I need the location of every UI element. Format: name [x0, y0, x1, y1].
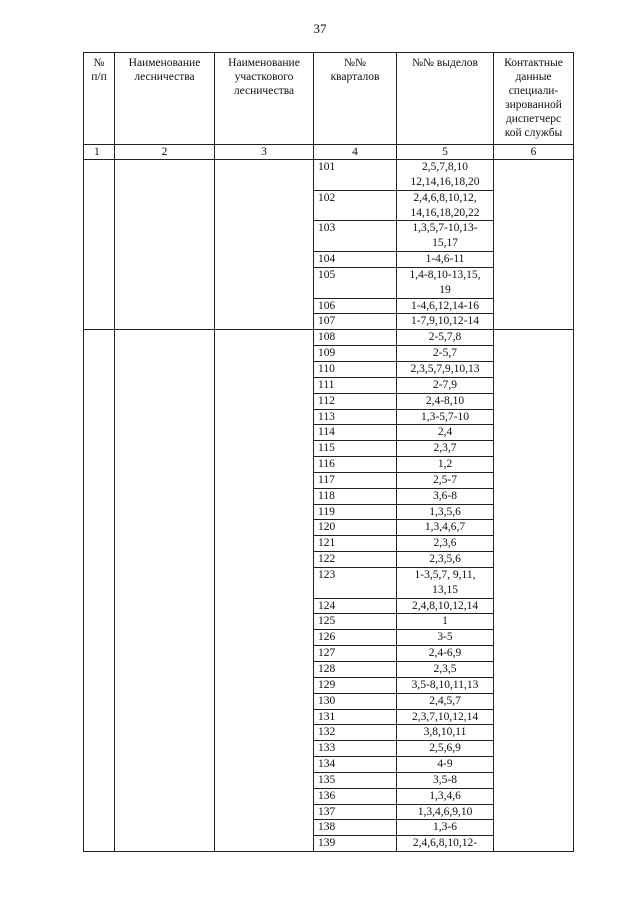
sections-line: 2,3,7 — [433, 442, 457, 455]
sections-line: 2,4,5,7 — [429, 694, 461, 707]
sections-line: 2,3,7,10,12,14 — [411, 710, 479, 723]
quarter-cell: 119 — [314, 504, 397, 520]
table-row — [84, 330, 574, 346]
sections-line: 1,2 — [437, 458, 453, 471]
sections-line: 1,4-8,10-13,15, — [409, 268, 481, 281]
header-text-line: кварталов — [330, 71, 380, 83]
header-row — [84, 53, 574, 145]
quarter-cell: 112 — [314, 393, 397, 409]
sections-cell — [397, 709, 494, 725]
sections-line: 12,14,16,18,20 — [410, 175, 480, 188]
sections-line: 3,5-8,10,11,13 — [411, 678, 479, 691]
sections-cell — [397, 160, 494, 191]
sections-line: 1-4,6-11 — [425, 253, 465, 266]
header-text-line: кой службы — [504, 127, 563, 139]
sections-cell — [397, 772, 494, 788]
sections-cell — [397, 393, 494, 409]
quarter-cell: 132 — [314, 725, 397, 741]
sections-cell — [397, 552, 494, 568]
sections-cell — [397, 504, 494, 520]
number-cell — [84, 160, 115, 330]
table-row — [84, 160, 574, 191]
page-number: 37 — [313, 21, 327, 36]
header-col-4 — [314, 53, 397, 145]
quarter-cell: 110 — [314, 361, 397, 377]
forestry-name-cell — [115, 330, 215, 852]
sections-line: 2-5,7,8 — [428, 331, 462, 344]
quarter-cell: 116 — [314, 457, 397, 473]
header-text-line: данные — [515, 71, 552, 83]
quarter-cell: 114 — [314, 425, 397, 441]
quarter-cell: 138 — [314, 820, 397, 836]
contact-cell — [494, 330, 574, 852]
sections-cell — [397, 614, 494, 630]
header-text-line: лесничества — [233, 85, 295, 97]
quarter-cell: 120 — [314, 520, 397, 536]
contact-cell — [494, 160, 574, 330]
quarter-cell: 104 — [314, 252, 397, 268]
quarter-cell: 131 — [314, 709, 397, 725]
quarter-cell: 107 — [314, 314, 397, 330]
sections-line: 2,5,7,8,10 — [422, 161, 468, 173]
quarter-cell: 109 — [314, 346, 397, 362]
sections-cell — [397, 441, 494, 457]
quarter-cell: 126 — [314, 630, 397, 646]
sections-line: 19 — [439, 283, 451, 296]
sections-cell — [397, 425, 494, 441]
quarter-cell: 127 — [314, 646, 397, 662]
quarter-cell: 108 — [314, 330, 397, 346]
sections-line: 2,5,6,9 — [429, 742, 461, 755]
sections-line: 2,4 — [437, 426, 453, 439]
sections-cell — [397, 346, 494, 362]
sections-cell — [397, 741, 494, 757]
sections-cell — [397, 190, 494, 221]
sections-line: 1,3,4,6,7 — [424, 521, 466, 534]
sections-cell — [397, 377, 494, 393]
header-text-line: Наименование — [228, 57, 300, 69]
sections-cell — [397, 630, 494, 646]
header-text-line: лесничества — [134, 71, 195, 83]
column-number: 1 — [84, 145, 115, 160]
sections-cell — [397, 457, 494, 473]
header-text-line: участкового — [234, 71, 294, 83]
district-name-cell — [215, 160, 314, 330]
sections-line: 1,3,4,6,9,10 — [417, 805, 473, 818]
sections-cell — [397, 598, 494, 614]
quarter-cell: 124 — [314, 598, 397, 614]
sections-cell — [397, 488, 494, 504]
sections-line: 15,17 — [432, 237, 458, 250]
sections-line: 2,3,5,6 — [429, 553, 461, 566]
header-text-line: №№ — [344, 57, 366, 69]
sections-cell — [397, 646, 494, 662]
sections-line: 1,3-6 — [433, 821, 457, 834]
quarter-cell: 133 — [314, 741, 397, 757]
sections-line: 2,3,5,7,9,10,13 — [410, 362, 480, 375]
header-col-5 — [397, 53, 494, 145]
sections-line: 13,15 — [432, 583, 458, 596]
quarter-cell: 117 — [314, 472, 397, 488]
sections-line: 2-5,7 — [433, 347, 457, 360]
sections-line: 14,16,18,20,22 — [410, 206, 480, 219]
sections-cell — [397, 662, 494, 678]
header-text-line: зированной — [505, 99, 562, 111]
sections-line: 2-7,9 — [433, 378, 457, 391]
sections-cell — [397, 314, 494, 330]
sections-line: 2,4-6,9 — [428, 647, 462, 660]
quarter-cell: 101 — [314, 160, 397, 191]
column-number: 6 — [494, 145, 574, 160]
sections-cell — [397, 788, 494, 804]
column-number-row — [84, 145, 574, 160]
sections-line: 3,6-8 — [433, 489, 457, 502]
quarter-cell: 136 — [314, 788, 397, 804]
sections-line: 1-4,6,12,14-16 — [410, 299, 480, 312]
sections-cell — [397, 252, 494, 268]
sections-cell — [397, 567, 494, 598]
header-col-6 — [494, 53, 574, 145]
column-number: 5 — [397, 145, 494, 160]
sections-cell — [397, 267, 494, 298]
forestry-name-cell — [115, 160, 215, 330]
sections-line: 1,3,5,7-10,13- — [412, 222, 478, 235]
quarter-cell: 118 — [314, 488, 397, 504]
quarter-cell: 125 — [314, 614, 397, 630]
sections-cell — [397, 725, 494, 741]
quarter-cell: 123 — [314, 567, 397, 598]
sections-line: 3,5-8 — [433, 773, 457, 786]
sections-cell — [397, 677, 494, 693]
header-col-3 — [215, 53, 314, 145]
sections-cell — [397, 693, 494, 709]
header-text-line: специали- — [508, 85, 559, 97]
sections-line: 2,3,6 — [433, 537, 457, 550]
header-col-2 — [115, 53, 215, 145]
sections-line: 2,4,6,8,10,12, — [413, 191, 477, 204]
sections-line: 2,4,6,8,10,12- — [412, 837, 478, 850]
sections-line: 2,4-8,10 — [425, 394, 465, 407]
sections-line: 1-7,9,10,12-14 — [410, 315, 480, 328]
sections-line: 1,3-5,7-10 — [421, 410, 469, 423]
quarter-cell: 113 — [314, 409, 397, 425]
header-text-line: п/п — [91, 71, 107, 83]
sections-cell — [397, 361, 494, 377]
quarter-cell: 128 — [314, 662, 397, 678]
number-cell — [84, 330, 115, 852]
forestry-table — [83, 52, 574, 852]
header-text-line: Наименование — [128, 57, 201, 69]
sections-line: 2,5-7 — [433, 473, 457, 486]
sections-line: 1 — [442, 615, 448, 628]
quarter-cell: 139 — [314, 836, 397, 852]
header-text-line: диспетчерс — [505, 113, 562, 125]
quarter-cell: 134 — [314, 757, 397, 773]
sections-cell — [397, 757, 494, 773]
quarter-cell: 129 — [314, 677, 397, 693]
sections-line: 3-5 — [437, 631, 453, 644]
sections-line: 4-9 — [437, 758, 453, 771]
quarter-cell: 130 — [314, 693, 397, 709]
table-body — [84, 160, 574, 852]
header-col-1 — [84, 53, 115, 145]
quarter-cell: 135 — [314, 772, 397, 788]
sections-line: 2,3,5 — [433, 663, 457, 675]
quarter-cell: 106 — [314, 298, 397, 314]
sections-cell — [397, 409, 494, 425]
sections-cell — [397, 520, 494, 536]
district-name-cell — [215, 330, 314, 852]
quarter-cell: 105 — [314, 267, 397, 298]
header-text-line: Контактные — [504, 57, 563, 69]
sections-cell — [397, 836, 494, 852]
sections-cell — [397, 804, 494, 820]
quarter-cell: 121 — [314, 536, 397, 552]
quarter-cell: 111 — [314, 377, 397, 393]
header-text-line: №№ выделов — [412, 57, 478, 69]
quarter-cell: 122 — [314, 552, 397, 568]
sections-cell — [397, 472, 494, 488]
sections-cell — [397, 221, 494, 252]
column-number: 2 — [115, 145, 215, 160]
column-number: 4 — [314, 145, 397, 160]
sections-cell — [397, 536, 494, 552]
quarter-cell: 137 — [314, 804, 397, 820]
sections-cell — [397, 330, 494, 346]
quarter-cell: 102 — [314, 190, 397, 221]
sections-cell — [397, 820, 494, 836]
column-number: 3 — [215, 145, 314, 160]
quarter-cell: 103 — [314, 221, 397, 252]
sections-line: 1,3,5,6 — [429, 505, 461, 518]
sections-line: 2,4,8,10,12,14 — [411, 599, 479, 612]
sections-line: 3,8,10,11 — [423, 726, 467, 739]
sections-line: 1,3,4,6 — [429, 789, 461, 802]
quarter-cell: 115 — [314, 441, 397, 457]
sections-cell — [397, 298, 494, 314]
sections-line: 1-3,5,7, 9,11, — [414, 568, 476, 581]
header-text-line: № — [93, 57, 105, 69]
